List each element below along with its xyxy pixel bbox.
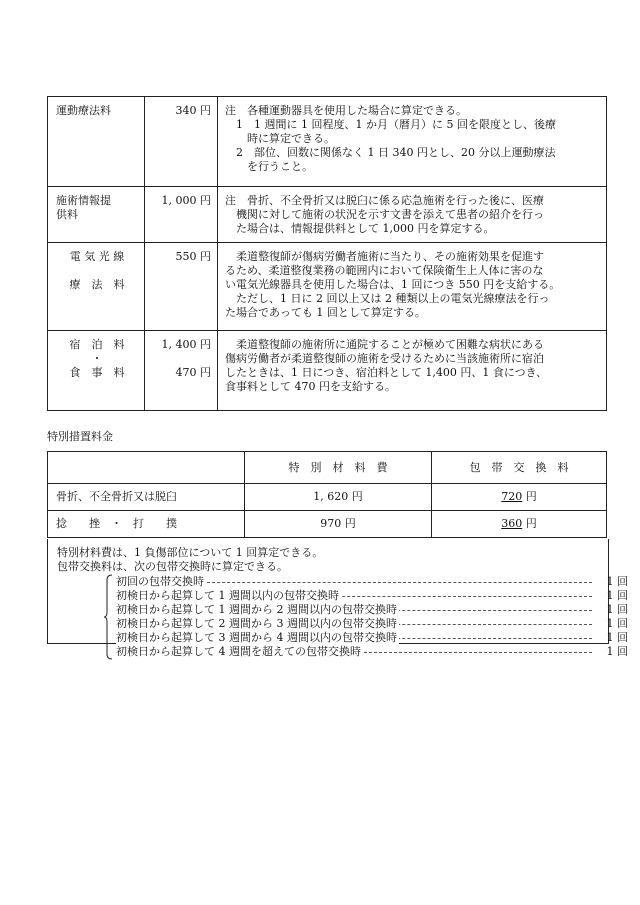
row-bandage-sprain xyxy=(432,511,607,538)
fee-table xyxy=(47,96,607,411)
item-name-line: 宿 泊 料 xyxy=(69,338,125,351)
row-material-sprain: 970 円 xyxy=(245,511,432,538)
item-price-line: 1, 400 円 xyxy=(161,338,211,351)
item-description-line: 時に算定できる。 xyxy=(225,132,335,145)
item-description-line: を行うこと。 xyxy=(225,160,313,173)
header-material: 特 別 材 料 費 xyxy=(245,452,432,484)
item-name xyxy=(48,243,145,331)
fee-row xyxy=(48,243,607,331)
note-material: 特別材料費は、1 負傷部位について 1 回算定できる。 xyxy=(57,546,324,559)
item-description-line: 機関に対して施術の状況を示す文書を添えて患者の紹介を行っ xyxy=(225,208,544,221)
leader-line xyxy=(202,582,592,583)
item-description-line: 柔道整復師が傷病労働者施術に当たり、その施術効果を促進す xyxy=(225,250,544,263)
item-description xyxy=(218,331,607,411)
bandage-value: 720 xyxy=(501,490,523,503)
row-label-sprain: 捻 挫 ・ 打 撲 xyxy=(48,511,245,538)
item-name-line: 電 気 光 線 xyxy=(69,250,125,263)
bandage-change-text: 初検日から起算して 1 週間以内の包帯交換時 xyxy=(116,589,339,602)
item-description xyxy=(218,97,607,187)
bandage-change-item xyxy=(116,603,628,617)
leader-line xyxy=(372,638,592,639)
item-description-line: 注 各種運動器具を使用した場合に算定できる。 xyxy=(225,104,467,117)
header-bandage: 包 帯 交 換 料 xyxy=(432,452,607,484)
leader-line xyxy=(334,652,592,653)
bandage-change-item xyxy=(116,617,628,631)
item-name-line: 運動療法料 xyxy=(56,104,111,117)
item-price-line: 340 円 xyxy=(175,104,211,117)
bandage-change-text: 初検日から起算して 2 週間から 3 週間以内の包帯交換時 xyxy=(116,617,397,630)
header-blank xyxy=(48,452,245,484)
item-description-line: た場合は、情報提供料として 1,000 円を算定する。 xyxy=(225,222,495,235)
item-price xyxy=(145,187,218,243)
item-description xyxy=(218,243,607,331)
item-price xyxy=(145,97,218,187)
item-price-line: 550 円 xyxy=(175,250,211,263)
item-description-line: 注 骨折、不全骨折又は脱臼に係る応急施術を行った後に、医療 xyxy=(225,194,544,207)
item-name xyxy=(48,97,145,187)
bandage-change-item xyxy=(116,589,628,603)
bandage-change-text: 初検日から起算して 1 週間から 2 週間以内の包帯交換時 xyxy=(116,603,397,616)
item-description-line: したときは、1 日につき、宿泊料として 1,400 円、1 食につき、 xyxy=(225,366,548,379)
bandage-change-count: 1 回 xyxy=(606,589,628,602)
bandage-change-count: 1 回 xyxy=(606,631,628,644)
item-price-line: 1, 000 円 xyxy=(161,194,211,207)
bandage-change-item xyxy=(116,645,628,659)
item-name xyxy=(48,331,145,411)
row-label-fracture: 骨折、不全骨折又は脱臼 xyxy=(48,484,245,511)
leader-line xyxy=(327,596,592,597)
item-description-line: た場合であっても 1 回として算定する。 xyxy=(225,306,426,319)
special-fee-table xyxy=(47,451,607,538)
bandage-change-text: 初検日から起算して 3 週間から 4 週間以内の包帯交換時 xyxy=(116,631,397,644)
item-description-line: 柔道整復師の施術所に通院することが極めて困難な病状にある xyxy=(225,338,544,351)
item-description-line: 傷病労働者が柔道整復師の施術を受けるために当該施術所に宿泊 xyxy=(225,352,544,365)
item-name-line xyxy=(56,264,138,278)
item-name-line: 療 法 料 xyxy=(69,278,125,291)
left-brace-icon xyxy=(104,574,114,660)
item-description xyxy=(218,187,607,243)
item-name-line: ・ xyxy=(91,352,103,365)
bandage-change-text: 初検日から起算して 4 週間を超えての包帯交換時 xyxy=(116,645,361,658)
fee-row xyxy=(48,187,607,243)
item-description-line: るため、柔道整復業務の範囲内において保険衛生上人体に害のな xyxy=(225,264,544,277)
bandage-change-item xyxy=(116,575,628,589)
item-price-line xyxy=(147,352,211,366)
fee-row xyxy=(48,97,607,187)
fee-row xyxy=(48,331,607,411)
item-description-line: ただし、1 日に 2 回以上又は 2 種類以上の電気光線療法を行っ xyxy=(225,292,550,305)
bandage-value: 360 xyxy=(501,517,523,530)
item-description-line: い電気光線器具を使用した場合は、1 回につき 550 円を支給する。 xyxy=(225,278,561,291)
item-description-line: 食事料として 470 円を支給する。 xyxy=(225,380,396,393)
item-name-line: 食 事 料 xyxy=(69,366,125,379)
note-bandage: 包帯交換料は、次の包帯交換時に算定できる。 xyxy=(57,560,288,573)
bandage-unit: 円 xyxy=(525,490,537,503)
bandage-change-item xyxy=(116,631,628,645)
bandage-change-count: 1 回 xyxy=(606,617,628,630)
special-fee-title: 特別措置料金 xyxy=(47,430,113,443)
item-price-line: 470 円 xyxy=(175,366,211,379)
item-price xyxy=(145,243,218,331)
item-price xyxy=(145,331,218,411)
item-name xyxy=(48,187,145,243)
special-notes xyxy=(47,539,628,658)
item-description-line: 1 1 週間に 1 回程度、1 か月（暦月）に 5 回を限度とし、後療 xyxy=(225,118,556,131)
leader-line xyxy=(372,624,592,625)
bandage-change-count: 1 回 xyxy=(606,645,628,658)
bandage-unit: 円 xyxy=(525,517,537,530)
item-name-line: 施術情報提 xyxy=(56,194,111,207)
leader-line xyxy=(372,610,592,611)
item-name-line: 供料 xyxy=(56,208,78,221)
row-bandage-fracture xyxy=(432,484,607,511)
bandage-change-text: 初回の包帯交換時 xyxy=(116,575,204,588)
row-material-fracture: 1, 620 円 xyxy=(245,484,432,511)
bandage-change-count: 1 回 xyxy=(606,575,628,588)
item-description-line: 2 部位、回数に関係なく 1 日 340 円とし、20 分以上運動療法 xyxy=(225,146,556,159)
bandage-change-count: 1 回 xyxy=(606,603,628,616)
